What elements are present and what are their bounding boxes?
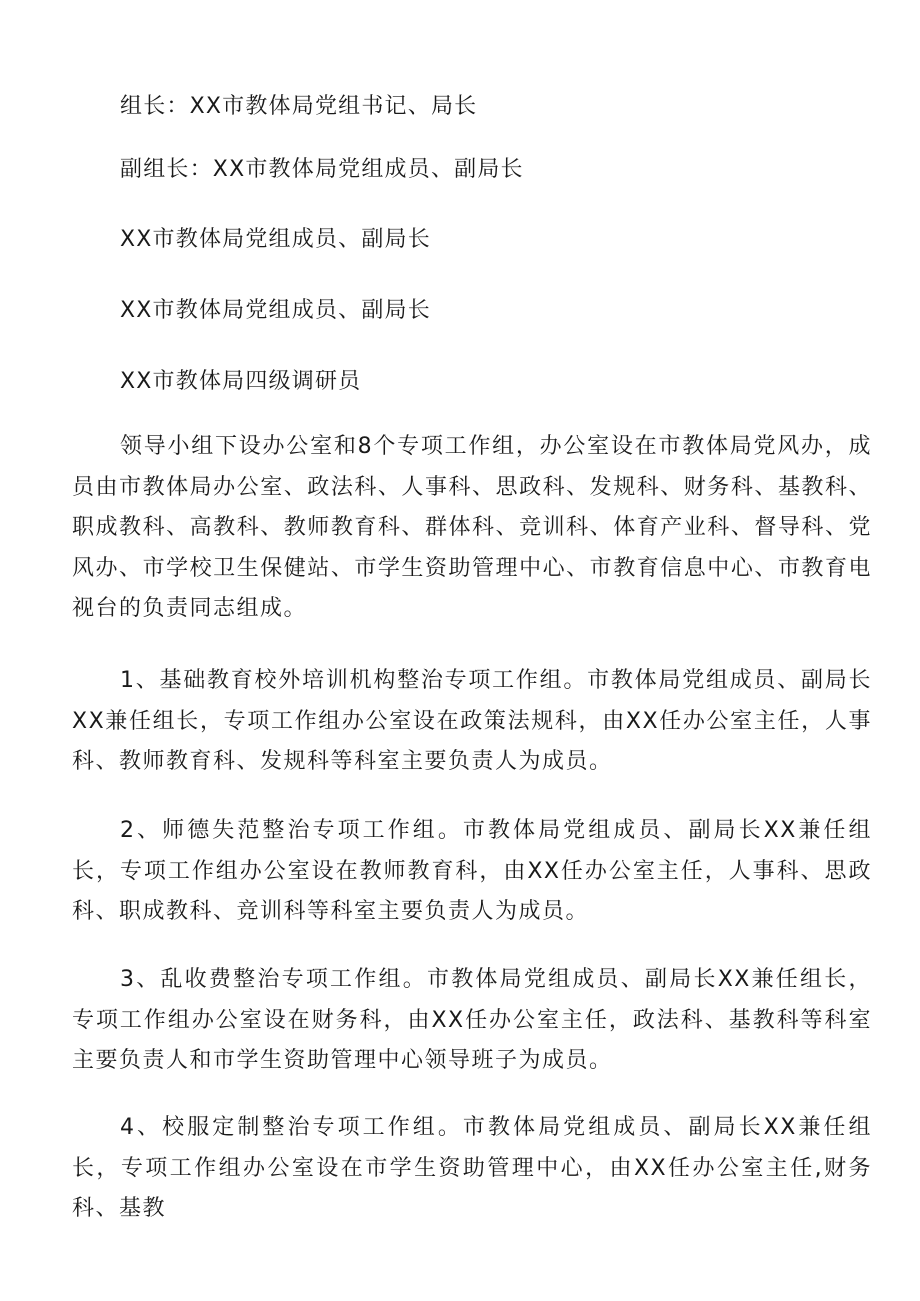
workgroup-paragraph: 2、师德失范整治专项工作组。市教体局党组成员、副局长XX兼任组长，专项工作组办公室设在教师教育科，由XX任办公室主任，人事科、思政科、职成教科、竞训科等科室主要负责人为成员。 xyxy=(72,818,872,924)
workgroup-paragraph: 4、校服定制整治专项工作组。市教体局党组成员、副局长XX兼任组长，专项工作组办公室设在市学生资助管理中心，由XX任办公室主任,财务科、基教 xyxy=(72,1115,872,1221)
workgroup-paragraph: 3、乱收费整治专项工作组。市教体局党组成员、副局长XX兼任组长，专项工作组办公室设在财务科，由XX任办公室主任，政法科、基教科等科室主要负责人和市学生资助管理中心领导班子为成员。 xyxy=(72,967,872,1073)
office-paragraph: 领导小组下设办公室和8个专项工作组，办公室设在市教体局党风办，成员由市教体局办公室、政法科、人事科、思政科、发规科、财务科、基教科、职成教科、高教科、教师教育科、群体科、竞训科、体育产业科、督导科、党风办、市学校卫生保健站、市学生资助管理中心、市教育信息中心、市教育电视台的负责同志组成。 xyxy=(72,434,872,621)
member-line: XX市教体局党组成员、副局长 xyxy=(120,298,431,323)
member-line: XX市教体局党组成员、副局长 xyxy=(120,227,431,252)
workgroup-paragraph: 1、基础教育校外培训机构整治专项工作组。市教体局党组成员、副局长XX兼任组长，专项工作组办公室设在政策法规科，由XX任办公室主任，人事科、教师教育科、发规科等科室主要负责人为成员。 xyxy=(72,668,872,774)
deputy-leader-line: 副组长：XX市教体局党组成员、副局长 xyxy=(120,157,524,182)
member-line: XX市教体局四级调研员 xyxy=(120,369,362,394)
leader-line: 组长：XX市教体局党组书记、局长 xyxy=(120,94,478,119)
